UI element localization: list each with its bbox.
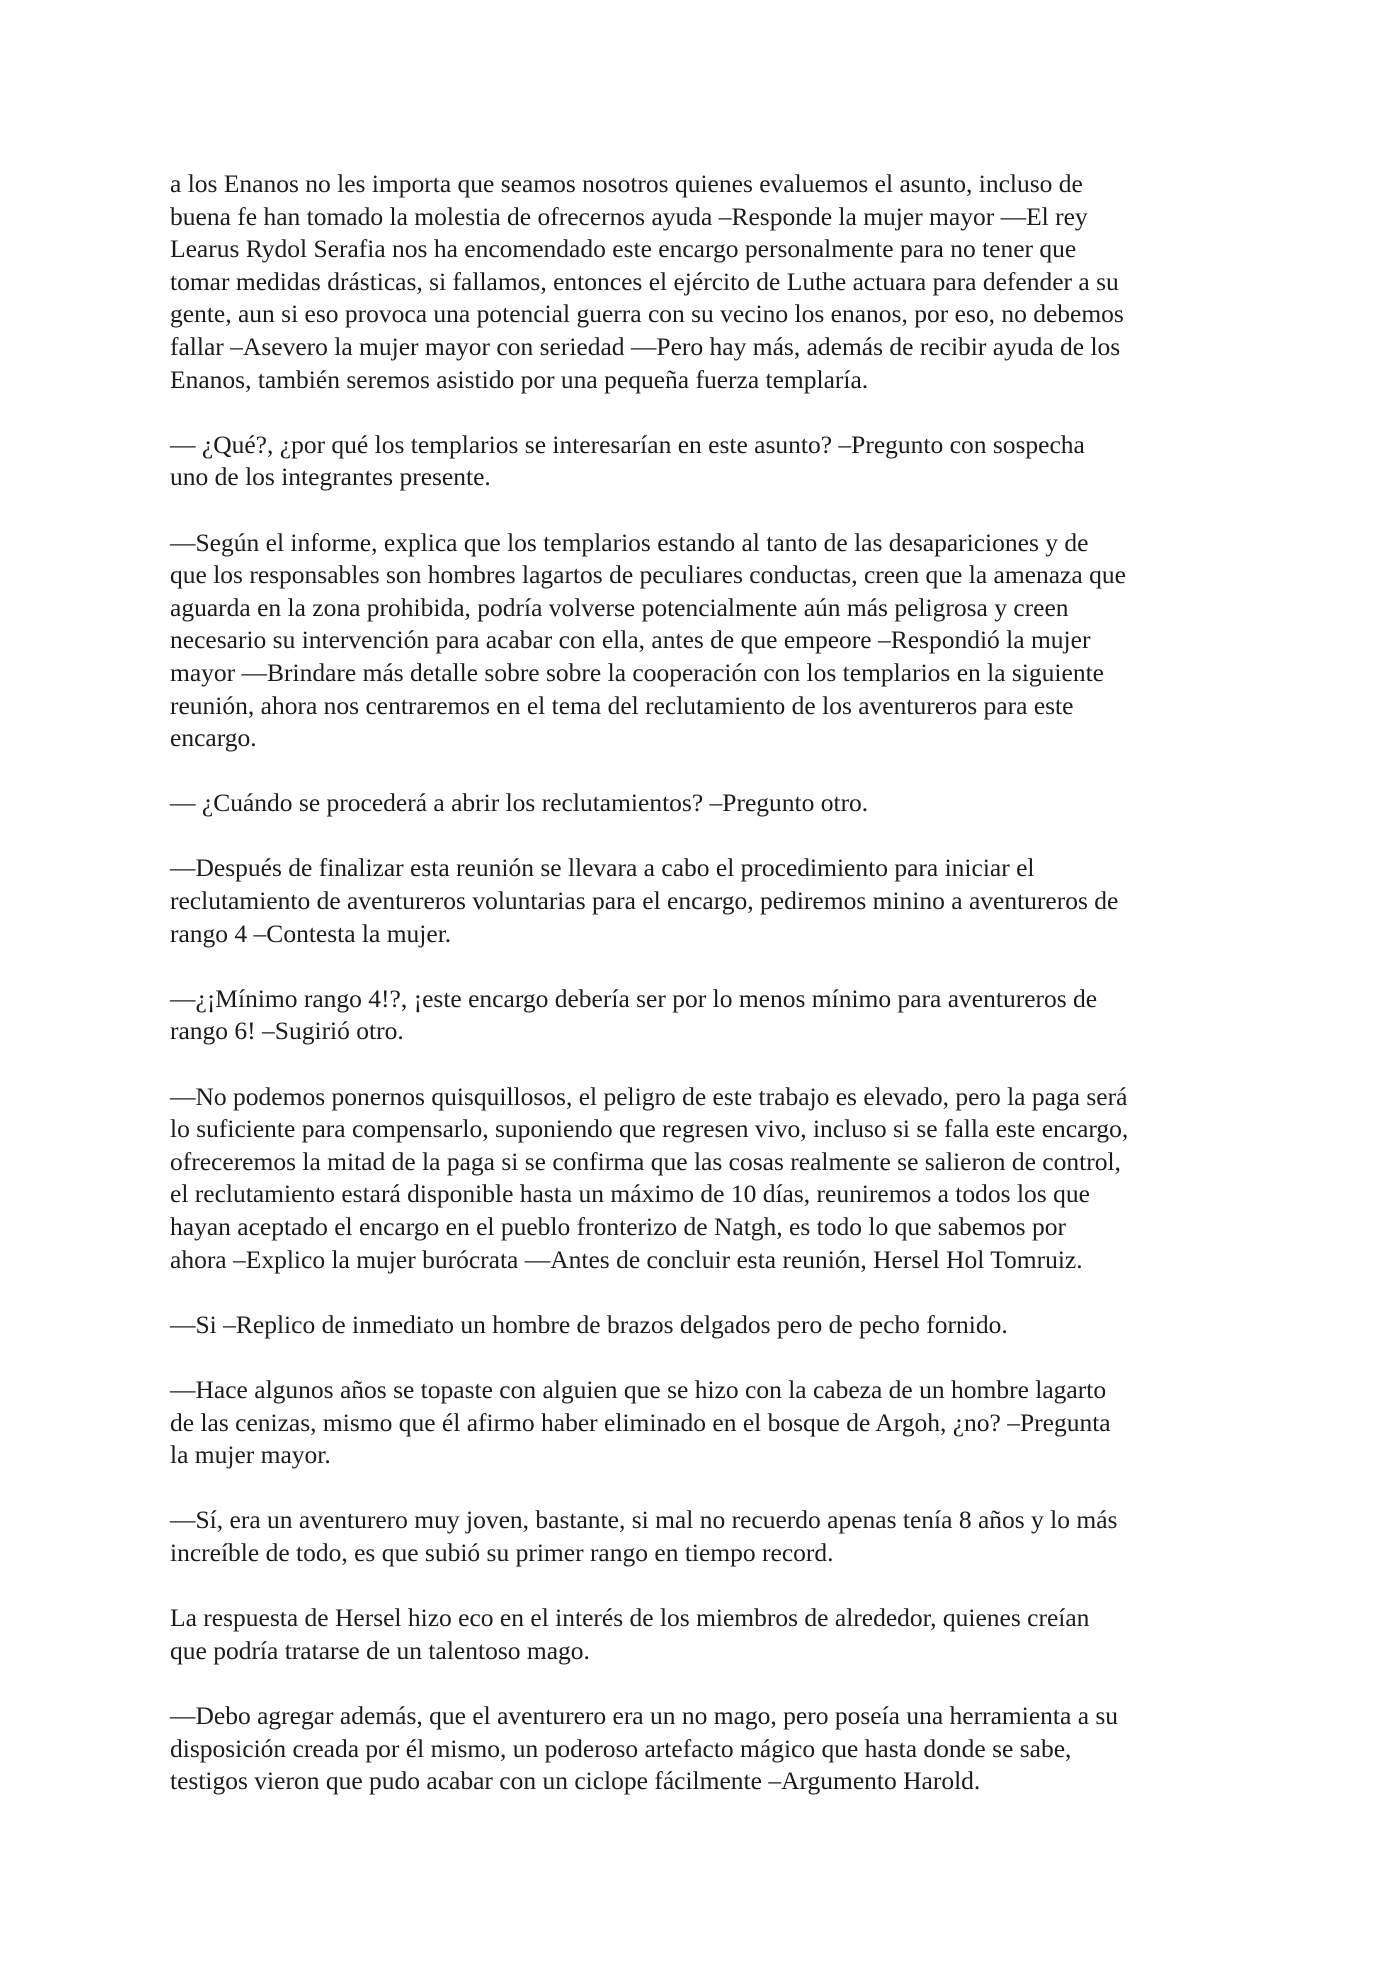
paragraph <box>170 1081 1230 1277</box>
text-line: a los Enanos no les importa que seamos nosotros quienes evaluemos el asunto, incluso de <box>170 169 1083 198</box>
text-line: necesario su intervención para acabar con ella, antes de que empeore –Respondió la mujer <box>170 625 1091 655</box>
text-line: —Debo agregar además, que el aventurero era un no mago, pero poseía una herramienta a su <box>170 1700 1119 1730</box>
text-line: —Sí, era un aventurero muy joven, bastante, si mal no recuerdo apenas tenía 8 años y lo más <box>170 1505 1118 1535</box>
text-line: aguarda en la zona prohibida, podría volverse potencialmente aún más peligrosa y creen <box>170 592 1069 622</box>
text-line: La respuesta de Hersel hizo eco en el interés de los miembros de alrededor, quienes creían <box>170 1603 1090 1633</box>
paragraph <box>170 1374 1230 1472</box>
text-line: disposición creada por él mismo, un poderoso artefacto mágico que hasta donde se sabe, <box>170 1733 1072 1763</box>
paragraph <box>170 1309 1230 1342</box>
paragraph <box>170 787 1230 820</box>
text-line: reclutamiento de aventureros voluntarias para el encargo, pediremos minino a aventureros de <box>170 886 1119 916</box>
text-line: rango 4 –Contesta la mujer. <box>170 918 452 948</box>
text-line: que podría tratarse de un talentoso mago. <box>170 1635 590 1665</box>
text-line: — ¿Qué?, ¿por qué los templarios se interesarían en este asunto? –Pregunto con sospecha <box>170 429 1085 459</box>
text-line: tomar medidas drásticas, si fallamos, entonces el ejército de Luthe actuara para defender a su <box>170 266 1119 296</box>
paragraph <box>170 852 1230 950</box>
text-line: —Después de finalizar esta reunión se llevara a cabo el procedimiento para iniciar el <box>170 853 1035 883</box>
paragraph <box>170 1504 1230 1569</box>
text-line: lo suficiente para compensarlo, suponiendo que regresen vivo, incluso si se falla este encargo, <box>170 1114 1129 1144</box>
text-line: encargo. <box>170 723 257 753</box>
text-line: ahora –Explico la mujer burócrata —Antes de concluir esta reunión, Hersel Hol Tomruiz. <box>170 1244 1083 1274</box>
text-line: fallar –Asevero la mujer mayor con seriedad —Pero hay más, además de recibir ayuda de los <box>170 331 1121 361</box>
text-line: —No podemos ponernos quisquillosos, el peligro de este trabajo es elevado, pero la paga será <box>170 1081 1128 1111</box>
text-line: —¿¡Mínimo rango 4!?, ¡este encargo debería ser por lo menos mínimo para aventureros de <box>170 983 1098 1013</box>
paragraph <box>170 1700 1230 1798</box>
paragraph <box>170 168 1230 396</box>
text-line: —Si –Replico de inmediato un hombre de brazos delgados pero de pecho fornido. <box>170 1309 1008 1339</box>
text-line: que los responsables son hombres lagartos de peculiares conductas, creen que la amenaza que <box>170 560 1126 590</box>
text-line: buena fe han tomado la molestia de ofrecernos ayuda –Responde la mujer mayor —El rey <box>170 201 1088 231</box>
paragraph <box>170 429 1230 494</box>
paragraph <box>170 1602 1230 1667</box>
text-line: rango 6! –Sugirió otro. <box>170 1016 404 1046</box>
text-line: gente, aun si eso provoca una potencial guerra con su vecino los enanos, por eso, no debemos <box>170 299 1124 329</box>
text-line: testigos vieron que pudo acabar con un ciclope fácilmente –Argumento Harold. <box>170 1766 981 1796</box>
text-line: reunión, ahora nos centraremos en el tema del reclutamiento de los aventureros para este <box>170 690 1074 720</box>
text-line: increíble de todo, es que subió su primer rango en tiempo record. <box>170 1537 834 1567</box>
text-line: —Hace algunos años se topaste con alguien que se hizo con la cabeza de un hombre lagarto <box>170 1374 1107 1404</box>
text-line: Enanos, también seremos asistido por una pequeña fuerza templaría. <box>170 364 869 394</box>
text-line: mayor —Brindare más detalle sobre sobre la cooperación con los templarios en la siguiente <box>170 657 1104 687</box>
paragraph <box>170 527 1230 755</box>
text-line: — ¿Cuándo se procederá a abrir los reclutamientos? –Pregunto otro. <box>170 788 869 818</box>
text-line: ofreceremos la mitad de la paga si se confirma que las cosas realmente se salieron de control, <box>170 1146 1121 1176</box>
text-line: de las cenizas, mismo que él afirmo haber eliminado en el bosque de Argoh, ¿no? –Pregunta <box>170 1407 1111 1437</box>
document-body <box>170 168 1230 1830</box>
text-line: hayan aceptado el encargo en el pueblo fronterizo de Natgh, es todo lo que sabemos por <box>170 1212 1066 1241</box>
text-line: Learus Rydol Serafia nos ha encomendado este encargo personalmente para no tener que <box>170 234 1077 264</box>
text-line: la mujer mayor. <box>170 1440 331 1470</box>
text-line: —Según el informe, explica que los templarios estando al tanto de las desapariciones y de <box>170 527 1089 557</box>
text-line: el reclutamiento estará disponible hasta un máximo de 10 días, reuniremos a todos los que <box>170 1179 1090 1209</box>
paragraph <box>170 983 1230 1048</box>
text-line: uno de los integrantes presente. <box>170 462 491 492</box>
